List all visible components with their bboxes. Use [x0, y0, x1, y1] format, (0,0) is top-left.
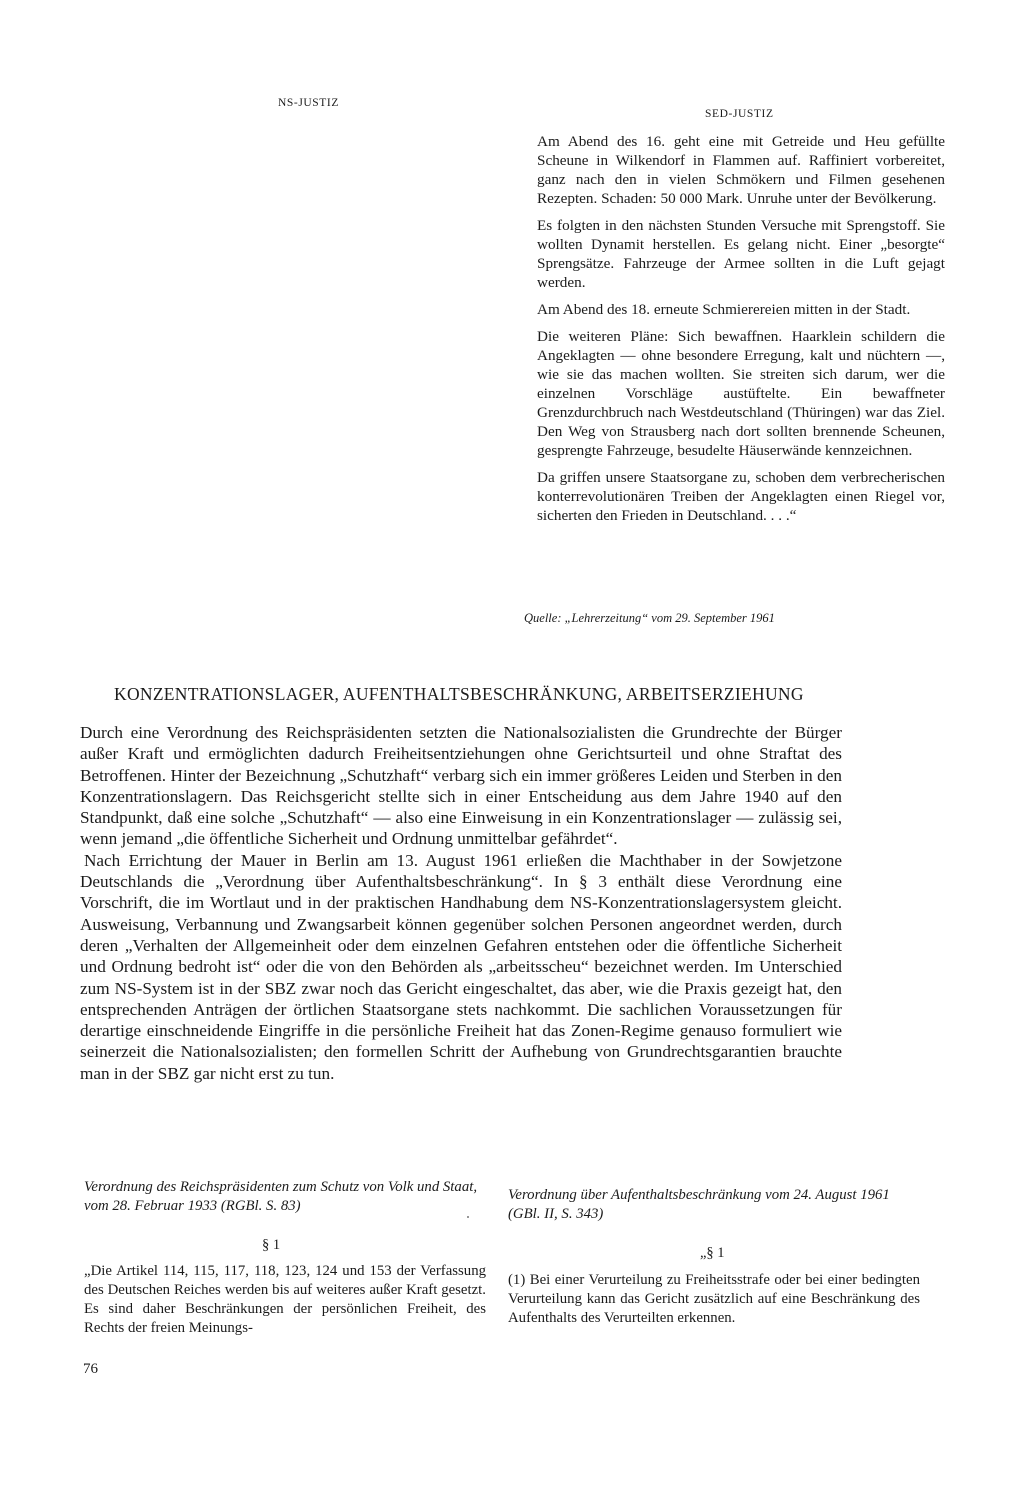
sed-paragraph: Die weiteren Pläne: Sich bewaffnen. Haarklein schildern die Angeklagten — ohne besondere Erregung, kalt und nüchtern —, wie sie das machen wollten. Sie streiten sich darum, wer die einzelnen Vorschläge austüftelte. Ein bewaffneter Grenzdurchbruch nach Westdeutschland (Thüringen) war das Ziel. Den Weg von Strausberg nach dort sollten brennende Scheunen, gesprengte Fahrzeuge, besudelte Häuserwände kennzeichnen. — [537, 328, 945, 459]
running-head-left: NS-JUSTIZ — [278, 97, 339, 109]
source-citation: Quelle: „Lehrerzeitung“ vom 29. September 1961 — [524, 611, 775, 625]
decree-text-left — [84, 1262, 486, 1338]
running-head-right: SED-JUSTIZ — [705, 108, 774, 120]
section-body — [80, 722, 842, 1084]
decree-paragraph: „Die Artikel 114, 115, 117, 118, 123, 124 und 153 der Verfassung des Deutschen Reiches werden bis auf weiteres außer Kraft gesetzt. Es sind daher Beschränkungen der persönlichen Freiheit, des Rechts der freien Meinungs- — [84, 1263, 486, 1336]
sed-paragraph: Am Abend des 16. geht eine mit Getreide und Heu gefüllte Scheune in Wilkendorf in Flammen auf. Raffiniert vorbereitet, ganz nach den in vielen Schmökern und Filmen gesehenen Rezepten. Schaden: 50 000 Mark. Unruhe unter der Bevölkerung. — [537, 133, 945, 207]
sed-paragraph: Am Abend des 18. erneute Schmierereien mitten in der Stadt. — [537, 301, 911, 318]
section-sign-left: § 1 — [262, 1237, 281, 1253]
sed-paragraph: Da griffen unsere Staatsorgane zu, schoben dem verbrecherischen konterrevolutionären Treiben der Angeklagten einen Riegel vor, sicherten den Frieden in Deutschland. . . .“ — [537, 469, 945, 524]
page-number: 76 — [83, 1361, 98, 1377]
decree-heading-right: Verordnung über Aufenthaltsbeschränkung vom 24. August 1961 (GBl. II, S. 343) — [508, 1187, 890, 1222]
body-paragraph: Durch eine Verordnung des Reichspräsidenten setzten die Nationalsozialisten die Grundrechte der Bürger außer Kraft und ermöglichten dadurch Freiheitsentziehungen ohne Gerichtsurteil und ohne Straftat des Betroffenen. Hinter der Bezeichnung „Schutzhaft“ verbarg sich ein immer größeres Leiden und Sterben in den Konzentrationslagern. Das Reichsgericht stellte sich in einer Entscheidung aus dem Jahre 1940 auf den Standpunkt, daß eine solche „Schutzhaft“ — also eine Einweisung in ein Konzentrationslager — zulässig sei, wenn jemand „die öffentliche Sicherheit und Ordnung unmittelbar gefährdet“. — [80, 723, 842, 849]
decree-text-right — [508, 1271, 920, 1328]
section-title: KONZENTRATIONSLAGER, AUFENTHALTSBESCHRÄNKUNG, ARBEITSERZIEHUNG — [114, 684, 804, 704]
body-paragraph: Nach Errichtung der Mauer in Berlin am 13. August 1961 erließen die Machthaber in der Sowjetzone Deutschlands die „Verordnung über Aufenthaltsbeschränkung“. In § 3 enthält diese Verordnung eine Vorschrift, die im Wortlaut und in der praktischen Handhabung dem NS-Konzentrationslagersystem gleicht. Ausweisung, Verbannung und Zwangsarbeit können gegenüber solchen Personen angeordnet werden, durch deren „Verhalten der Allgemeinheit oder dem einzelnen Gefahren entstehen oder die öffentliche Sicherheit und Ordnung bedroht ist“ oder die von den Behörden als „arbeitsscheu“ bezeichnet werden. Im Unterschied zum NS-System ist in der SBZ zwar noch das Gericht eingeschaltet, das aber, wie die Praxis gezeigt hat, den entsprechenden Anträgen der örtlichen Staatsorgane stets nachkommt. Die sachlichen Voraussetzungen für derartige einschneidende Eingriffe in die persönliche Freiheit hat das Zonen-Regime genauso formuliert wie seinerzeit die Nationalsozialisten; den formellen Schritt der Aufhebung von Grundrechtsgarantien brauchte man in der SBZ gar nicht erst zu tun. — [80, 850, 842, 1083]
decree-heading-left: Verordnung des Reichspräsidenten zum Schutz von Volk und Staat, vom 28. Februar 1933 (RGBl. S. 83) — [84, 1179, 478, 1214]
sed-paragraph: Es folgten in den nächsten Stunden Versuche mit Sprengstoff. Sie wollten Dynamit herstellen. Es gelang nicht. Einer „besorgte“ Sprengsätze. Fahrzeuge der Armee sollten in die Luft gejagt werden. — [537, 217, 945, 291]
print-speck — [467, 1216, 469, 1218]
decree-paragraph: (1) Bei einer Verurteilung zu Freiheitsstrafe oder bei einer bedingten Verurteilung kann das Gericht zusätzlich auf eine Beschränkung des Aufenthalts des Verurteilten erkennen. — [508, 1272, 920, 1326]
sed-justiz-column — [537, 132, 945, 533]
section-sign-right: „§ 1 — [700, 1245, 725, 1261]
